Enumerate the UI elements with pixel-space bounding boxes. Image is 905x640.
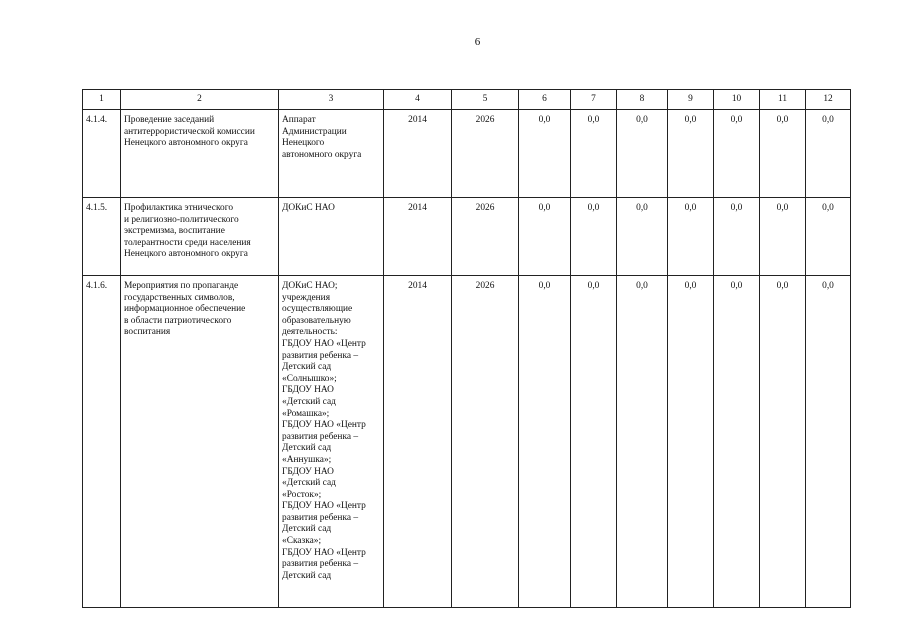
value-cell: 0,0 <box>806 198 851 276</box>
program-table <box>82 89 851 608</box>
start-year: 2014 <box>384 198 452 276</box>
start-year: 2014 <box>384 276 452 608</box>
value-cell: 0,0 <box>668 198 714 276</box>
value-cell: 0,0 <box>519 198 571 276</box>
executor: Аппарат Администрации Ненецкого автономного округа <box>279 110 384 198</box>
column-number: 1 <box>83 90 121 110</box>
activity-name: Мероприятия по пропаганде государственных символов, информационное обеспечение в области патриотического воспитания <box>121 276 279 608</box>
value-cell: 0,0 <box>571 198 617 276</box>
column-number: 8 <box>617 90 668 110</box>
column-number: 6 <box>519 90 571 110</box>
value-cell: 0,0 <box>714 198 760 276</box>
column-number: 12 <box>806 90 851 110</box>
start-year: 2014 <box>384 110 452 198</box>
value-cell: 0,0 <box>617 276 668 608</box>
column-number: 2 <box>121 90 279 110</box>
value-cell: 0,0 <box>571 110 617 198</box>
value-cell: 0,0 <box>519 276 571 608</box>
value-cell: 0,0 <box>760 110 806 198</box>
table-row <box>83 110 851 198</box>
value-cell: 0,0 <box>760 276 806 608</box>
value-cell: 0,0 <box>806 276 851 608</box>
executor: ДОКиС НАО <box>279 198 384 276</box>
value-cell: 0,0 <box>714 110 760 198</box>
value-cell: 0,0 <box>760 198 806 276</box>
column-number: 5 <box>452 90 519 110</box>
column-number: 11 <box>760 90 806 110</box>
activity-name: Профилактика этнического и религиозно-политического экстремизма, воспитание толерантности среди населения Ненецкого автономного округа <box>121 198 279 276</box>
page-number: 6 <box>474 36 481 48</box>
column-number: 7 <box>571 90 617 110</box>
column-number-row <box>83 90 851 110</box>
executor: ДОКиС НАО; учреждения осуществляющие образовательную деятельность: ГБДОУ НАО «Центр развития ребенка – Детский сад «Солнышко»; ГБДОУ НАО «Детский сад «Ромашка»; ГБДОУ НАО «Центр развития ребенка – Детский сад «Аннушка»; ГБДОУ НАО «Детский сад «Росток»; ГБДОУ НАО «Центр развития ребенка – Детский сад «Сказка»; ГБДОУ НАО «Центр развития ребенка – Детский сад <box>279 276 384 608</box>
value-cell: 0,0 <box>617 198 668 276</box>
end-year: 2026 <box>452 110 519 198</box>
table-row <box>83 276 851 608</box>
value-cell: 0,0 <box>571 276 617 608</box>
value-cell: 0,0 <box>806 110 851 198</box>
column-number: 3 <box>279 90 384 110</box>
item-number: 4.1.5. <box>83 198 121 276</box>
column-number: 10 <box>714 90 760 110</box>
column-number: 9 <box>668 90 714 110</box>
value-cell: 0,0 <box>714 276 760 608</box>
value-cell: 0,0 <box>668 276 714 608</box>
end-year: 2026 <box>452 198 519 276</box>
value-cell: 0,0 <box>519 110 571 198</box>
value-cell: 0,0 <box>617 110 668 198</box>
value-cell: 0,0 <box>668 110 714 198</box>
column-number: 4 <box>384 90 452 110</box>
item-number: 4.1.4. <box>83 110 121 198</box>
table-row <box>83 198 851 276</box>
activity-name: Проведение заседаний антитеррористической комиссии Ненецкого автономного округа <box>121 110 279 198</box>
item-number: 4.1.6. <box>83 276 121 608</box>
end-year: 2026 <box>452 276 519 608</box>
